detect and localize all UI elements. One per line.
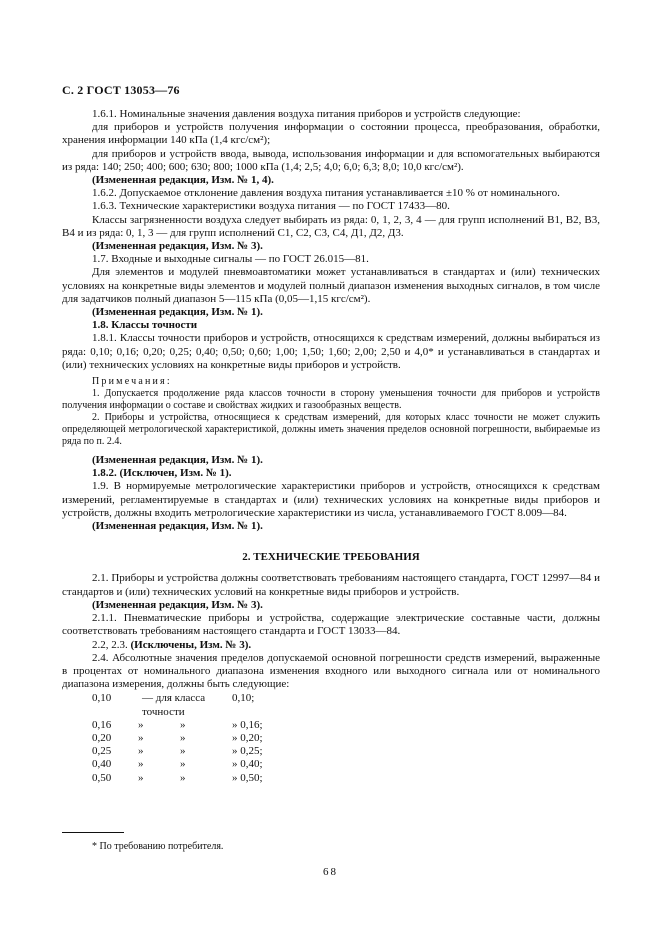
- paragraph-2-2-2-3: [62, 639, 600, 652]
- page-number: 68: [323, 866, 338, 878]
- amendment-note: (Измененная редакция, Изм. № 1, 4).: [92, 174, 274, 187]
- paragraph-air-classes: Классы загрязненности воздуха следует выбирать из ряда: 0, 1, 2, 3, 4 — для групп исполнений В1, В2, В3, В4 и из ряда: 0, 1, 3 — для групп исполнений С1, С2, С3, С4, Д1, Д2, Д3.: [62, 213, 600, 239]
- paragraph-supply-io: для приборов и устройств ввода, вывода, использования информации и для вспомогательных выбираются из ряда: 140; 250; 400; 600; 630; 800; 1000 кПа (1,4; 2,5; 4,0; 6,0; 6,3; 8,0; 10,0 кгс/см²).: [62, 147, 600, 173]
- error-value: 0,25: [92, 745, 112, 758]
- table-row: [92, 692, 276, 718]
- paragraph-1-6-2: 1.6.2. Допускаемое отклонение давления воздуха питания устанавливается ±10 % от номинального.: [92, 187, 560, 200]
- error-value: 0,20: [92, 731, 112, 744]
- error-value: 0,10: [92, 692, 112, 705]
- amendment-note: (Измененная редакция, Изм. № 3).: [92, 598, 263, 611]
- ditto-mark: »: [138, 771, 144, 784]
- subsection-heading-1-8: 1.8. Классы точности: [92, 319, 198, 332]
- paragraph-supply-info: для приборов и устройств получения информации о состоянии процесса, преобразования, обработки, хранения информации 140 кПа (1,4 кгс/см²);: [62, 121, 600, 147]
- paragraph-pneumatic-signals: Для элементов и модулей пневмоавтоматики может устанавливаться в стандартах и (или) технических условиях на конкретные виды элементов и модулей полный диапазон изменения выходных сигналов, в том числе для задатчиков полный диапазон 5—115 кПа (0,05—1,15 кгс/см²).: [62, 266, 600, 305]
- error-value: 0,50: [92, 771, 112, 784]
- table-row: [92, 732, 276, 745]
- page-content: [62, 108, 600, 785]
- class-value: » 0,16;: [232, 718, 263, 731]
- paragraph-1-8-1: 1.8.1. Классы точности приборов и устройств, относящихся к средствам измерений, должны выбираться из ряда: 0,10; 0,16; 0,20; 0,25; 0,40; 0,50; 0,60; 1,00; 1,50; 1,60; 2,00; 2,50 и 4,0* и устанавливаться в стандартах и (или) технических условиях на конкретные виды приборов и устройств.: [62, 332, 600, 371]
- footnote-divider: [62, 832, 124, 833]
- ditto-mark: »: [138, 745, 144, 758]
- paragraph-1-6-1: 1.6.1. Номинальные значения давления воздуха питания приборов и устройств следующие:: [92, 108, 521, 120]
- error-value: 0,40: [92, 758, 112, 771]
- amendment-note: (Измененная редакция, Изм. № 1).: [92, 306, 263, 319]
- ditto-mark: »: [138, 718, 144, 731]
- table-row: [92, 758, 276, 771]
- note-2: 2. Приборы и устройства, относящиеся к средствам измерений, для которых класс точности не может служить определяющей метрологической характеристикой, должны иметь значения пределов основной погрешности, выбираемые из ряда по п. 2.4.: [62, 412, 600, 448]
- note-1: 1. Допускается продолжение ряда классов точности в сторону уменьшения точности для приборов и устройств получения информации о составе и свойствах жидких и газообразных веществ.: [62, 388, 600, 412]
- table-row: [92, 719, 276, 732]
- ditto-mark: »: [138, 731, 144, 744]
- class-value: » 0,50;: [232, 771, 263, 784]
- error-value: 0,16: [92, 718, 112, 731]
- amendment-note: (Измененная редакция, Изм. № 1).: [92, 520, 263, 533]
- ditto-mark: »: [180, 731, 186, 744]
- class-value: » 0,25;: [232, 745, 263, 758]
- class-value: » 0,40;: [232, 758, 263, 771]
- section-title: 2. ТЕХНИЧЕСКИЕ ТРЕБОВАНИЯ: [242, 551, 420, 564]
- notes-title: Примечания:: [92, 376, 172, 388]
- paragraph-1-7: 1.7. Входные и выходные сигналы — по ГОСТ 26.015—81.: [92, 253, 369, 266]
- paragraph-1-8-2: 1.8.2. (Исключен, Изм. № 1).: [92, 467, 232, 480]
- amendment-note: (Измененная редакция, Изм. № 3).: [92, 240, 263, 253]
- footnote: * По требованию потребителя.: [92, 841, 224, 852]
- table-row: [92, 745, 276, 758]
- class-value: » 0,20;: [232, 731, 263, 744]
- paragraph-2-1: 2.1. Приборы и устройства должны соответствовать требованиям настоящего стандарта, ГОСТ 12997—84 и стандартов и (или) технических условий на конкретные виды приборов и устройств.: [62, 572, 600, 598]
- table-row: [92, 772, 276, 785]
- paragraph-2-4: 2.4. Абсолютные значения пределов допускаемой основной погрешности средств измерений, выраженные в процентах от номинального диапазона изменения входного или выходного сигнала или от номинального диапазона измерения, должны быть следующие:: [62, 651, 600, 691]
- paragraph-2-2-excluded: (Исключены, Изм. № 3).: [130, 638, 252, 651]
- accuracy-table: [92, 692, 276, 784]
- ditto-mark: »: [180, 745, 186, 758]
- ditto-mark: »: [180, 758, 186, 771]
- ditto-mark: »: [180, 718, 186, 731]
- ditto-mark: »: [180, 771, 186, 784]
- page-header: С. 2 ГОСТ 13053—76: [62, 83, 180, 97]
- ditto-mark: »: [138, 758, 144, 771]
- class-label: — для класса точности: [142, 692, 206, 718]
- paragraph-1-6-3: 1.6.3. Технические характеристики воздуха питания — по ГОСТ 17433—80.: [92, 200, 450, 213]
- class-value: 0,10;: [232, 692, 255, 705]
- paragraph-2-1-1: 2.1.1. Пневматические приборы и устройства, содержащие электрические составные части, должны соответствовать требованиям настоящего стандарта и ГОСТ 13033—84.: [62, 612, 600, 638]
- paragraph-2-2-prefix: 2.2, 2.3.: [92, 638, 131, 651]
- paragraph-1-9: 1.9. В нормируемые метрологические характеристики приборов и устройств, относящихся к средствам измерений, регламентируемые в стандартах и (или) технических условиях на конкретные виды приборов и устройств, должны входить метрологические характеристики из числа, устанавливаемого ГОСТ 8.009—84.: [62, 480, 600, 519]
- amendment-note: (Измененная редакция, Изм. № 1).: [92, 454, 263, 467]
